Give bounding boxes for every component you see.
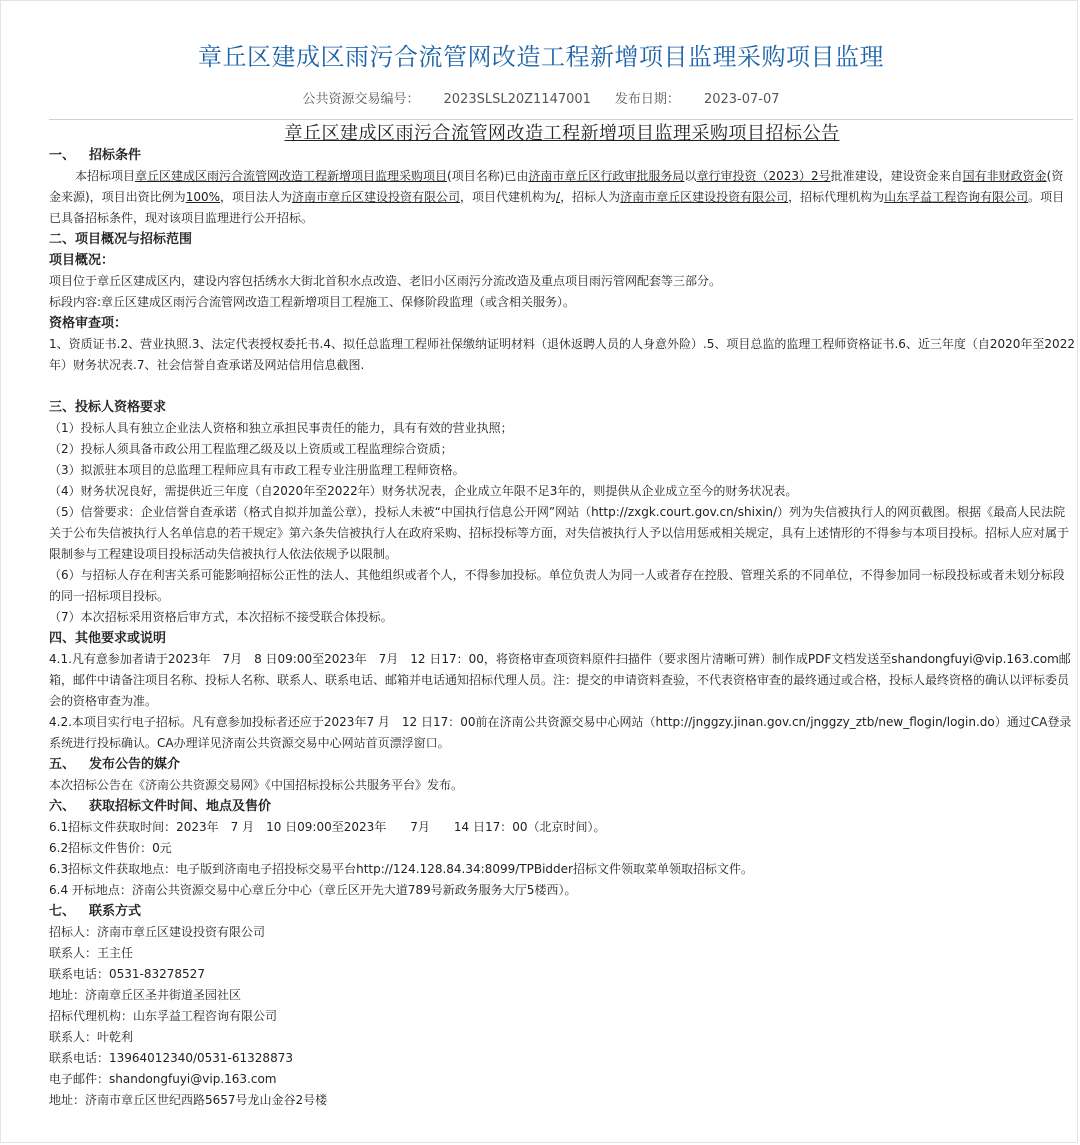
spacer <box>49 376 1075 397</box>
lot-text: 标段内容:章丘区建成区雨污合流管网改造工程新增项目工程施工、保修阶段监理（或含相关服务）。 <box>49 295 576 309</box>
bidder-requirement: （1）投标人具有独立企业法人资格和独立承担民事责任的能力，具有有效的营业执照； <box>49 421 513 435</box>
contact-line: 联系人：王主任 <box>49 946 134 960</box>
contact-line: 联系人：叶乾利 <box>49 1030 134 1044</box>
document-info: 6.1招标文件获取时间：2023年 7 月 10 日09:00至2023年 7月 14 日17：00（北京时间）。 <box>49 820 606 834</box>
contact-line: 电子邮件：shandongfuyi@vip.163.com <box>49 1072 277 1086</box>
contact-line: 招标代理机构：山东孚益工程咨询有限公司 <box>49 1009 278 1023</box>
bidder-requirement: （3）拟派驻本项目的总监理工程师应具有市政工程专业注册监理工程师资格。 <box>49 463 465 477</box>
contact-line: 联系电话：0531-83278527 <box>49 967 205 981</box>
other-requirement: 4.1.凡有意参加者请于2023年 7月 8 日09:00至2023年 7月 12 日17：00，将资格审查项资料原件扫描件（要求图片清晰可辨）制作成PDF文档发送至shandongfuyi@vip.163.com邮箱，邮件中请备注项目名称、投标人名称、联系人、联系电话、邮箱并电话通知招标代理人员。注：提交的申请资料查验，不代表资格审查的最终通过或合格，投标人最终资格的确认以评标委员会的资格审查为准。 <box>49 652 1071 708</box>
contact-line: 联系电话：13964012340/0531-61328873 <box>49 1051 293 1065</box>
qualification-text: 1、资质证书.2、营业执照.3、法定代表授权委托书.4、拟任总监理工程师社保缴纳证明材料（退休返聘人员的人身意外险）.5、项目总监的监理工程师资格证书.6、近三年度（自2020年至2022年）财务状况表.7、社会信誉自查承诺及网站信用信息截图. <box>49 337 1075 372</box>
publish-date: 发布日期： 2023-07-07 <box>614 92 780 107</box>
bidder-requirement: （4）财务状况良好，需提供近三年度（自2020年至2022年）财务状况表，企业成立年限不足3年的，则提供从企业成立至今的财务状况表。 <box>49 484 798 498</box>
media-text: 本次招标公告在《济南公共资源交易网》《中国招标投标公共服务平台》发布。 <box>49 778 464 792</box>
divider <box>49 119 1073 120</box>
document-info: 6.2招标文件售价：0元 <box>49 841 172 855</box>
bidder-requirement: （7）本次招标采用资格后审方式，本次招标不接受联合体投标。 <box>49 610 393 624</box>
section-heading-3: 三、投标人资格要求 <box>49 400 167 415</box>
document-info: 6.4 开标地点：济南公共资源交易中心章丘分中心（章丘区开先大道789号新政务服务大厅5楼西）。 <box>49 883 577 897</box>
notice-body <box>49 123 1075 1111</box>
qualification-label: 资格审查项： <box>49 316 128 331</box>
section-heading-5: 五、 发布公告的媒介 <box>49 757 181 772</box>
trade-number: 公共资源交易编号： 2023SLSL20Z1147001 <box>302 92 591 107</box>
section-heading-6: 六、 获取招标文件时间、地点及售价 <box>49 799 272 814</box>
contact-line: 地址：济南章丘区圣井街道圣园社区 <box>49 988 242 1002</box>
meta-info <box>1 88 1080 107</box>
other-requirement: 4.2.本项目实行电子招标。凡有意参加投标者还应于2023年7 月 12 日17：00前在济南公共资源交易中心网站（http://jnggzy.jinan.gov.cn/jnggzy_ztb/new_flogin/login.do）通过CA登录系统进行投标确认。CA办理详见济南公共资源交易中心网站首页漂浮窗口。 <box>49 715 1072 750</box>
document-info: 6.3招标文件获取地点：电子版到济南电子招投标交易平台http://124.128.84.34:8099/TPBidder招标文件领取菜单领取招标文件。 <box>49 862 753 876</box>
section-heading-4: 四、其他要求或说明 <box>49 631 167 646</box>
tender-conditions-paragraph: 本招标项目章丘区建成区雨污合流管网改造工程新增项目监理采购项目(项目名称)已由济南市章丘区行政审批服务局以章行审投资（2023）2号批准建设，建设资金来自国有非财政资金(资金来源)，项目出资比例为100%，项目法人为济南市章丘区建设投资有限公司，项目代建机构为/，招标人为济南市章丘区建设投资有限公司，招标代理机构为山东孚益工程咨询有限公司。项目已具备招标条件，现对该项目监理进行公开招标。 <box>49 169 1065 225</box>
bidder-requirement: （6）与招标人存在利害关系可能影响招标公正性的法人、其他组织或者个人，不得参加投标。单位负责人为同一人或者存在控股、管理关系的不同单位，不得参加同一标段投标或者未划分标段的同一招标项目投标。 <box>49 568 1065 603</box>
contact-line: 地址：济南市章丘区世纪西路5657号龙山金谷2号楼 <box>49 1093 328 1107</box>
overview-text: 项目位于章丘区建成区内，建设内容包括绣水大街北首积水点改造、老旧小区雨污分流改造及重点项目雨污管网配套等三部分。 <box>49 274 722 288</box>
notice-title: 章丘区建成区雨污合流管网改造工程新增项目监理采购项目招标公告 <box>284 123 840 144</box>
section-heading-7: 七、 联系方式 <box>49 904 142 919</box>
bidder-requirement: （2）投标人须具备市政公用工程监理乙级及以上资质或工程监理综合资质； <box>49 442 453 456</box>
bidder-requirement: （5）信誉要求：企业信誉自查承诺（格式自拟并加盖公章），投标人未被“中国执行信息公开网”网站（http://zxgk.court.gov.cn/shixin/）列为失信被执行人的网页截图。根据《最高人民法院关于公布失信被执行人名单信息的若干规定》第六条失信被执行人在政府采购、招标投标等方面，对失信被执行人予以信用惩戒相关规定，具有上述情形的不得参与本项目投标。招标人应对属于限制参与工程建设项目投标活动失信被执行人依法依规予以限制。 <box>49 505 1070 561</box>
page-title: 章丘区建成区雨污合流管网改造工程新增项目监理采购项目监理 <box>198 43 884 71</box>
contact-line: 招标人：济南市章丘区建设投资有限公司 <box>49 925 266 939</box>
overview-label: 项目概况： <box>49 253 115 268</box>
section-heading-2: 二、项目概况与招标范围 <box>49 232 193 247</box>
section-heading-1: 一、 招标条件 <box>49 148 142 163</box>
